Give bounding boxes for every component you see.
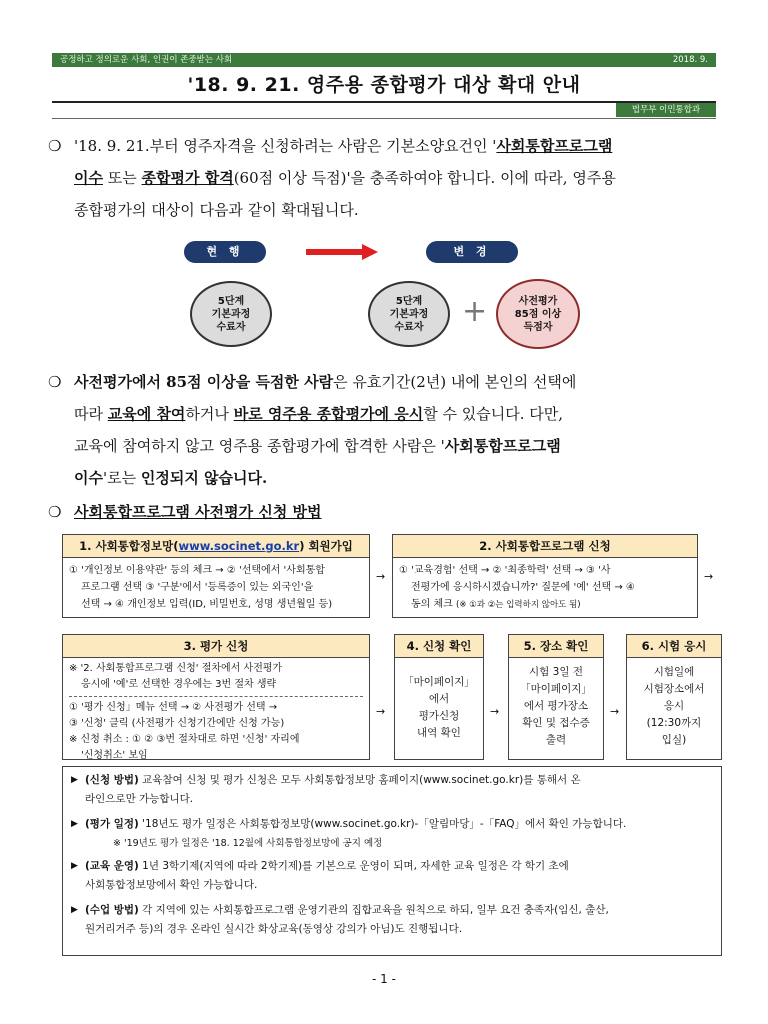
step-1-body: ① '개인정보 이용약관' 등의 체크 → ② '선택에서 '사회통합 프로그램 선택 ③ '구분'에서 '등록증이 있는 외국인'을 선택 → ④ 개인정보 입력(ID, 비밀번호, 성명 생년월일 등): [69, 565, 333, 610]
intro-paragraph: ❍ '18. 9. 21.부터 영주자격을 신청하려는 사람은 기본소양요건인 '사회통합프로그램 이수 또는 종합평가 합격(60점 이상 득점)'을 충족하여야 합니다. 이에 따라, 영주용 종합평가의 대상이 다음과 같이 확대됩니다.: [48, 130, 728, 226]
step-3-body: ※ '2. 사회통합프로그램 신청' 절차에서 사전평가 응시에 '예'로 선택한 경우에는 3번 절차 생략 ① '평가 신청」메뉴 선택 → ② 사전평가 선택 → ③ '신청' 클릭 (사전평가 신청기간에만 신청 가능) ※ 신청 취소 : ① ② ③번 절차대로 하면 '신청' 자리에 '신청취소' 보임: [63, 658, 369, 768]
current-label: 현 행: [184, 241, 266, 263]
pretest-paragraph: ❍ 사전평가에서 85점 이상을 득점한 사람은 유효기간(2년) 내에 본인의 선택에 따라 교육에 참여하거나 바로 영주용 종합평가에 응시할 수 있습니다. 다만, 교육에 참여하지 않고 영주용 종합평가에 합격한 사람은 '사회통합프로그램 이수'로는 인정되지 않습니다.: [48, 366, 728, 494]
step-6-body: 시험일에 시험장소에서 응시 (12:30까지 입실): [643, 666, 705, 746]
step-4-box: [394, 634, 484, 760]
triangle-bullet-icon: ▶: [71, 861, 78, 871]
triangle-bullet-icon: ▶: [71, 775, 78, 785]
page-title: '18. 9. 21. 영주용 종합평가 대상 확대 안내: [187, 74, 581, 96]
triangle-bullet-icon: ▶: [71, 905, 78, 915]
arrow-icon: →: [704, 570, 714, 583]
circle-bullet-icon: ❍: [48, 137, 62, 155]
circle-changed-completer: 5단계 기본과정 수료자: [368, 281, 450, 347]
step-3-title: 3. 평가 신청: [63, 635, 369, 658]
ministry-label: 법무부 이민통합과: [616, 103, 716, 117]
step-5-title: 5. 장소 확인: [509, 635, 603, 658]
circle-bullet-icon: ❍: [48, 503, 62, 521]
top-banner: [52, 53, 716, 67]
step-5-body: 시험 3일 전 「마이페이지」 에서 평가장소 확인 및 접수증 출력: [520, 666, 592, 746]
step-6-title: 6. 시험 응시: [627, 635, 721, 658]
note-operation: ▶ (교육 운영) 1년 3학기제(지역에 따라 2학기제)를 기본으로 운영이 되며, 자세한 교육 일정은 각 학기 초에 사회통합정보망에서 확인 가능합니다.: [71, 857, 713, 895]
step-6-box: [626, 634, 722, 760]
step-2-box: [392, 534, 698, 618]
step-5-box: [508, 634, 604, 760]
red-arrow-icon: [306, 244, 378, 260]
step-2-body: ① '교육경험' 선택 → ② '최종학력' 선택 → ③ '사 전평가에 응시하시겠습니까?' 질문에 '예' 선택 → ④ 동의 체크 (※ ①과 ②는 입력하지 않아도 됨): [399, 565, 635, 610]
plus-icon: +: [462, 294, 488, 329]
step-3-box: [62, 634, 370, 760]
circle-current-completer: 5단계 기본과정 수료자: [190, 281, 272, 347]
note-class-method: ▶ (수업 방법) 각 지역에 있는 사회통합프로그램 운영기관의 집합교육을 원칙으로 하되, 일부 요건 충족자(임신, 출산, 원거리거주 등)의 경우 온라인 실시간 화상교육(동영상 강의가 아님)도 진행됩니다.: [71, 901, 713, 939]
arrow-icon: →: [610, 705, 620, 718]
page-number: - 1 -: [372, 972, 396, 986]
note-schedule-sub: ※ '19년도 평가 일정은 '18. 12월에 사회통합정보망에 공지 예정: [113, 838, 383, 849]
note-application-method: ▶ (신청 방법) 교육참여 신청 및 평가 신청은 모두 사회통합정보망 홈페이지(www.socinet.go.kr)를 통해서 온 라인으로만 가능합니다.: [71, 771, 713, 809]
slogan: 공정하고 정의로운 사회, 인권이 존중받는 사회: [60, 55, 233, 65]
step-4-title: 4. 신청 확인: [395, 635, 483, 658]
issue-date: 2018. 9.: [672, 55, 708, 65]
title-divider-lower: [52, 118, 716, 119]
step-1-box: [62, 534, 370, 618]
step-2-title: 2. 사회통합프로그램 신청: [393, 535, 697, 558]
arrow-icon: →: [490, 705, 500, 718]
triangle-bullet-icon: ▶: [71, 819, 78, 829]
step-4-body: 「마이페이지」 에서 평가신청 내역 확인: [403, 676, 475, 739]
dashed-divider: [69, 696, 363, 697]
socinet-link[interactable]: www.socinet.go.kr: [178, 539, 300, 553]
step-1-title: 1. 사회통합정보망(www.socinet.go.kr) 회원가입: [63, 535, 369, 558]
section-heading: ❍ 사회통합프로그램 사전평가 신청 방법: [48, 500, 728, 524]
notes-box: [62, 766, 722, 956]
circle-pretest-scorer: 사전평가 85점 이상 득점자: [496, 279, 580, 349]
changed-label: 변 경: [426, 241, 518, 263]
circle-bullet-icon: ❍: [48, 373, 62, 391]
arrow-icon: →: [376, 705, 386, 718]
arrow-icon: →: [376, 570, 386, 583]
note-schedule: ▶ (평가 일정) '18년도 평가 일정은 사회통합정보망(www.socinet.go.kr)-「알림마당」-「FAQ」에서 확인 가능합니다.: [71, 815, 713, 834]
